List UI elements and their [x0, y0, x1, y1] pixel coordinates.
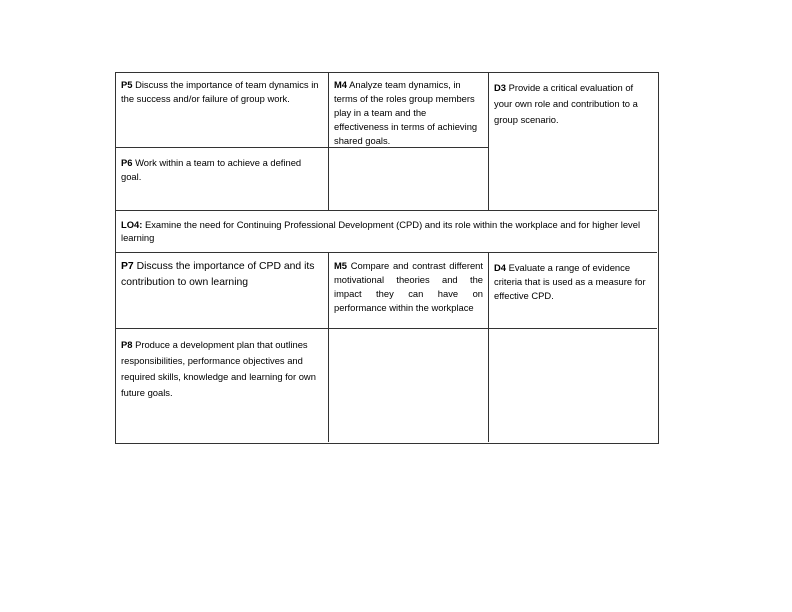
criterion-code: D3 — [494, 82, 506, 93]
criterion-cell-m4 — [329, 73, 488, 147]
learning-outcome-code: LO4: — [121, 219, 143, 230]
criterion-text: Discuss the importance of CPD and its contribution to own learning — [121, 261, 315, 288]
criterion-text: Evaluate a range of evidence criteria that is used as a measure for effective CPD. — [494, 262, 646, 301]
criterion-text: Compare and contrast different motivational theories and the impact they can have on performance within the workplace — [334, 260, 483, 313]
empty-cell — [329, 148, 488, 210]
criterion-cell-p7 — [116, 254, 328, 328]
empty-cell — [329, 329, 488, 442]
criterion-text: Discuss the importance of team dynamics in the success and/or failure of group work. — [121, 79, 319, 104]
criterion-code: P8 — [121, 339, 133, 350]
criterion-code: M4 — [334, 79, 348, 90]
criterion-code: D4 — [494, 262, 506, 273]
criterion-text: Analyze team dynamics, in terms of the roles group members play in a team and the effectiveness in terms of achieving shared goals. — [334, 79, 478, 146]
criterion-cell-p5 — [116, 73, 328, 147]
criteria-table — [115, 72, 659, 444]
criterion-text: Produce a development plan that outlines responsibilities, performance objectives and required skills, knowledge and learning for own future goals. — [121, 339, 316, 398]
row-divider — [116, 210, 657, 211]
criterion-code: P6 — [121, 157, 133, 168]
criterion-cell-d3 — [489, 75, 657, 210]
criterion-code: P7 — [121, 261, 134, 272]
criterion-code: P5 — [121, 79, 133, 90]
criterion-code: M5 — [334, 260, 348, 271]
learning-outcome-row-lo4 — [116, 214, 657, 252]
learning-outcome-text: Examine the need for Continuing Professional Development (CPD) and its role within the workplace and for higher level learning — [121, 219, 641, 243]
criterion-text: Provide a critical evaluation of your own role and contribution to a group scenario. — [494, 82, 638, 125]
empty-cell — [489, 329, 657, 442]
criterion-cell-p8 — [116, 332, 328, 442]
row-divider — [116, 252, 657, 253]
criterion-cell-p6 — [116, 151, 328, 210]
criterion-text: Work within a team to achieve a defined goal. — [121, 157, 302, 182]
criterion-cell-d4 — [489, 256, 657, 328]
criterion-cell-m5 — [329, 254, 488, 328]
